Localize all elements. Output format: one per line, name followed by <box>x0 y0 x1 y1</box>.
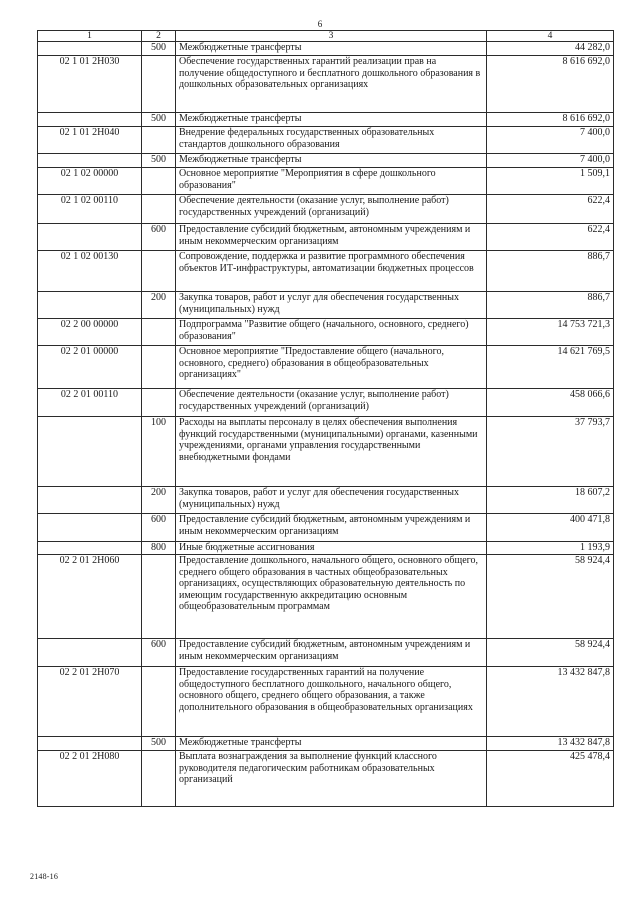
amount-cell: 44 282,0 <box>487 42 614 56</box>
item-name-cell: Основное мероприятие "Предоставление общего (начального, основного, среднего) образования в общеобразовательных организациях" <box>176 346 487 389</box>
amount-cell: 58 924,4 <box>487 639 614 667</box>
amount-cell: 7 400,0 <box>487 154 614 168</box>
table-header <box>38 31 614 42</box>
table-row <box>38 417 614 487</box>
budget-code-cell: 02 2 01 00110 <box>38 389 142 417</box>
header-row <box>38 31 614 42</box>
item-name-cell: Закупка товаров, работ и услуг для обеспечения государственных (муниципальных) нужд <box>176 487 487 514</box>
budget-code-cell <box>38 154 142 168</box>
item-name-cell: Выплата вознаграждения за выполнение функций классного руководителя педагогическим работникам образовательных организаций <box>176 751 487 807</box>
expense-type-cell <box>142 555 176 639</box>
expense-type-cell: 500 <box>142 113 176 127</box>
budget-code-cell <box>38 487 142 514</box>
amount-cell: 7 400,0 <box>487 127 614 154</box>
budget-code-cell <box>38 224 142 251</box>
item-name-cell: Межбюджетные трансферты <box>176 154 487 168</box>
budget-code-cell: 02 1 02 00110 <box>38 195 142 224</box>
header-col-2: 2 <box>142 31 176 42</box>
budget-code-cell <box>38 42 142 56</box>
table-row <box>38 514 614 542</box>
item-name-cell: Закупка товаров, работ и услуг для обеспечения государственных (муниципальных) нужд <box>176 292 487 319</box>
item-name-cell: Внедрение федеральных государственных образовательных стандартов дошкольного образования <box>176 127 487 154</box>
amount-cell: 18 607,2 <box>487 487 614 514</box>
expense-type-cell <box>142 319 176 346</box>
footer-code: 2148-16 <box>30 872 59 881</box>
expense-type-cell: 600 <box>142 639 176 667</box>
table-row <box>38 292 614 319</box>
table-row <box>38 127 614 154</box>
header-col-3: 3 <box>176 31 487 42</box>
expense-type-cell <box>142 56 176 113</box>
table-row <box>38 737 614 751</box>
table-row <box>38 389 614 417</box>
item-name-cell: Обеспечение деятельности (оказание услуг, выполнение работ) государственных учреждений (организаций) <box>176 389 487 417</box>
item-name-cell: Межбюджетные трансферты <box>176 42 487 56</box>
amount-cell: 13 432 847,8 <box>487 667 614 737</box>
item-name-cell: Расходы на выплаты персоналу в целях обеспечения выполнения функций государственными (муниципальными) органами, казенными учреждениями, органами управления государственными внебюджетными фондами <box>176 417 487 487</box>
table-row <box>38 346 614 389</box>
expense-type-cell: 500 <box>142 42 176 56</box>
table-row <box>38 639 614 667</box>
budget-code-cell <box>38 542 142 555</box>
item-name-cell: Предоставление субсидий бюджетным, автономным учреждениям и иным некоммерческим организациям <box>176 639 487 667</box>
table-row <box>38 251 614 292</box>
expense-type-cell: 200 <box>142 487 176 514</box>
table-row <box>38 542 614 555</box>
expense-type-cell <box>142 667 176 737</box>
table-row <box>38 113 614 127</box>
amount-cell: 37 793,7 <box>487 417 614 487</box>
amount-cell: 1 509,1 <box>487 168 614 195</box>
amount-cell: 458 066,6 <box>487 389 614 417</box>
item-name-cell: Предоставление государственных гарантий на получение общедоступного бесплатного дошкольного, начального общего, основного общего, среднего общего образования, а также дополнительного образования в общеобразовательных организациях <box>176 667 487 737</box>
budget-code-cell: 02 1 01 2Н040 <box>38 127 142 154</box>
header-col-1: 1 <box>38 31 142 42</box>
expense-type-cell: 600 <box>142 514 176 542</box>
budget-code-cell <box>38 417 142 487</box>
expense-type-cell: 100 <box>142 417 176 487</box>
expense-type-cell <box>142 751 176 807</box>
amount-cell: 58 924,4 <box>487 555 614 639</box>
budget-code-cell: 02 1 01 2Н030 <box>38 56 142 113</box>
budget-table <box>37 30 614 807</box>
page-number: 6 <box>317 19 323 29</box>
item-name-cell: Предоставление дошкольного, начального общего, основного общего, среднего общего образования в частных общеобразовательных организациях, осуществляющих образовательную деятельность по имеющим государственную аккредитацию основным общеобразовательным программам <box>176 555 487 639</box>
amount-cell: 400 471,8 <box>487 514 614 542</box>
amount-cell: 622,4 <box>487 195 614 224</box>
item-name-cell: Предоставление субсидий бюджетным, автономным учреждениям и иным некоммерческим организациям <box>176 224 487 251</box>
item-name-cell: Обеспечение государственных гарантий реализации прав на получение общедоступного и бесплатного дошкольного образования в дошкольных образовательных организациях <box>176 56 487 113</box>
expense-type-cell <box>142 389 176 417</box>
budget-code-cell <box>38 737 142 751</box>
amount-cell: 886,7 <box>487 251 614 292</box>
amount-cell: 8 616 692,0 <box>487 113 614 127</box>
amount-cell: 14 753 721,3 <box>487 319 614 346</box>
amount-cell: 8 616 692,0 <box>487 56 614 113</box>
budget-code-cell: 02 1 02 00000 <box>38 168 142 195</box>
table-row <box>38 319 614 346</box>
budget-code-cell <box>38 514 142 542</box>
expense-type-cell <box>142 346 176 389</box>
amount-cell: 622,4 <box>487 224 614 251</box>
table-row <box>38 154 614 168</box>
item-name-cell: Обеспечение деятельности (оказание услуг, выполнение работ) государственных учреждений (организаций) <box>176 195 487 224</box>
budget-code-cell: 02 2 01 2Н080 <box>38 751 142 807</box>
table-row <box>38 751 614 807</box>
table-row <box>38 487 614 514</box>
item-name-cell: Предоставление субсидий бюджетным, автономным учреждениям и иным некоммерческим организациям <box>176 514 487 542</box>
expense-type-cell <box>142 251 176 292</box>
table-row <box>38 42 614 56</box>
budget-code-cell <box>38 639 142 667</box>
table-row <box>38 555 614 639</box>
budget-code-cell: 02 2 01 2Н060 <box>38 555 142 639</box>
item-name-cell: Межбюджетные трансферты <box>176 113 487 127</box>
item-name-cell: Основное мероприятие "Мероприятия в сфере дошкольного образования" <box>176 168 487 195</box>
expense-type-cell: 500 <box>142 737 176 751</box>
expense-type-cell: 800 <box>142 542 176 555</box>
item-name-cell: Иные бюджетные ассигнования <box>176 542 487 555</box>
table-row <box>38 667 614 737</box>
item-name-cell: Межбюджетные трансферты <box>176 737 487 751</box>
header-col-4: 4 <box>487 31 614 42</box>
item-name-cell: Сопровождение, поддержка и развитие программного обеспечения объектов ИТ-инфраструктуры, автоматизации бюджетных процессов <box>176 251 487 292</box>
amount-cell: 13 432 847,8 <box>487 737 614 751</box>
amount-cell: 1 193,9 <box>487 542 614 555</box>
table-row <box>38 195 614 224</box>
budget-code-cell: 02 2 01 00000 <box>38 346 142 389</box>
amount-cell: 886,7 <box>487 292 614 319</box>
budget-code-cell <box>38 113 142 127</box>
table-row <box>38 168 614 195</box>
budget-code-cell: 02 2 00 00000 <box>38 319 142 346</box>
expense-type-cell <box>142 168 176 195</box>
amount-cell: 14 621 769,5 <box>487 346 614 389</box>
table-row <box>38 224 614 251</box>
expense-type-cell: 600 <box>142 224 176 251</box>
expense-type-cell: 200 <box>142 292 176 319</box>
item-name-cell: Подпрограмма "Развитие общего (начального, основного, среднего) образования" <box>176 319 487 346</box>
expense-type-cell: 500 <box>142 154 176 168</box>
budget-code-cell: 02 1 02 00130 <box>38 251 142 292</box>
budget-code-cell <box>38 292 142 319</box>
expense-type-cell <box>142 195 176 224</box>
budget-code-cell: 02 2 01 2Н070 <box>38 667 142 737</box>
amount-cell: 425 478,4 <box>487 751 614 807</box>
table-row <box>38 56 614 113</box>
expense-type-cell <box>142 127 176 154</box>
table-body <box>38 42 614 807</box>
